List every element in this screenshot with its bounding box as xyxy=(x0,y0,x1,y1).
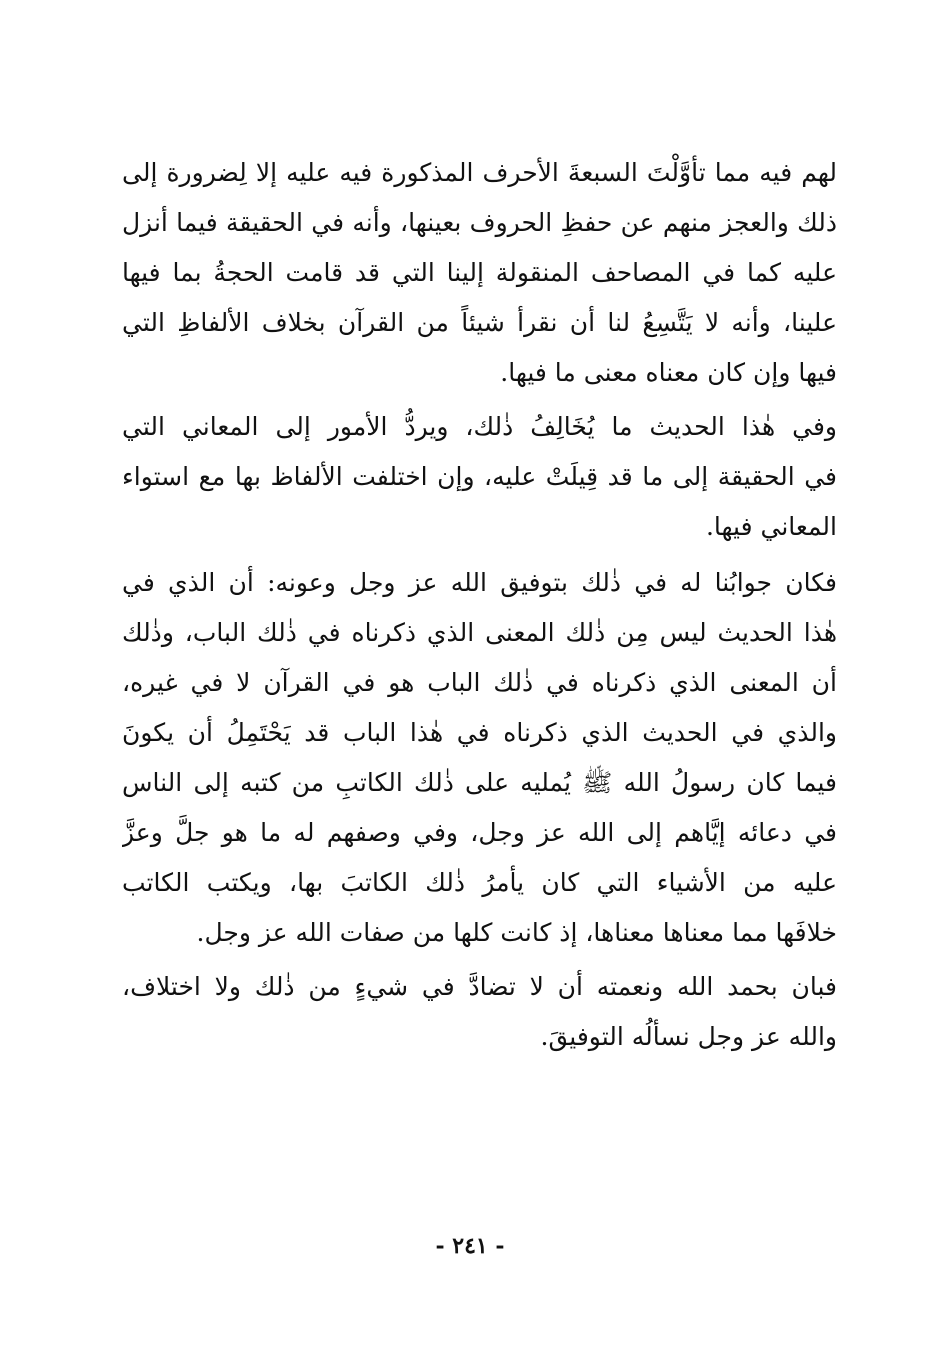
text-line: عليه كما في المصاحف المنقولة إلينا التي قد قامت الحجةُ بما فيها xyxy=(122,258,837,287)
text-line: لهم فيه مما تأوَّلْتَ السبعةَ الأحرف المذكورة فيه عليه إلا لِضرورة إلى xyxy=(122,158,837,187)
text-line: ذلك والعجز منهم عن حفظِ الحروف بعينها، وأنه في الحقيقة فيما أنزل xyxy=(122,208,837,237)
text-line: والذي في الحديث الذي ذكرناه في هٰذا الباب قد يَحْتَمِلُ أن يكونَ xyxy=(122,718,837,747)
text-line: أن المعنى الذي ذكرناه في ذٰلك الباب هو في القرآن لا في غيره، xyxy=(122,668,837,697)
page-number: - ٢٤١ - xyxy=(435,1233,505,1259)
text-line: عليه من الأشياء التي كان يأمرُ ذٰلك الكاتبَ بها، ويكتب الكاتب xyxy=(122,868,837,897)
paragraph-2 xyxy=(122,402,837,552)
text-line: فبان بحمد الله ونعمته أن لا تضادَّ في شيءٍ من ذٰلك ولا اختلاف، xyxy=(122,972,837,1001)
paragraph-3 xyxy=(122,558,837,958)
text-line: فيها وإن كان معناه معنى ما فيها. xyxy=(500,358,837,387)
paragraph-1 xyxy=(122,148,837,398)
text-line: وفي هٰذا الحديث ما يُخَالِفُ ذٰلك، ويردُّ الأمور إلى المعاني التي xyxy=(122,412,837,441)
text-line: فكان جوابُنا له في ذٰلك بتوفيق الله عز وجل وعونه: أن الذي في xyxy=(122,568,837,597)
text-line: خلافَها مما معناها معناها، إذ كانت كلها من صفات الله عز وجل. xyxy=(196,918,837,947)
paragraph-4 xyxy=(122,962,837,1062)
text-line: المعاني فيها. xyxy=(705,512,837,541)
text-line: والله عز وجل نسألُه التوفيقَ. xyxy=(540,1022,837,1051)
text-line: في الحقيقة إلى ما قد قِيلَتْ عليه، وإن اختلفت الألفاظ بها مع استواء xyxy=(122,462,837,491)
text-line: في دعائه إيَّاهم إلى الله عز وجل، وفي وصفهم له ما هو جلَّ وعزَّ xyxy=(122,818,837,847)
text-line: علينا، وأنه لا يَتَّسِعُ لنا أن نقرأ شيئاً من القرآن بخلاف الألفاظِ التي xyxy=(122,308,837,337)
text-line: فيما كان رسولُ الله ﷺ يُمليه على ذٰلك الكاتبِ من كتبه إلى الناس xyxy=(122,768,837,797)
text-line: هٰذا الحديث ليس مِن ذٰلك المعنى الذي ذكرناه في ذٰلك الباب، وذٰلك xyxy=(122,618,837,647)
